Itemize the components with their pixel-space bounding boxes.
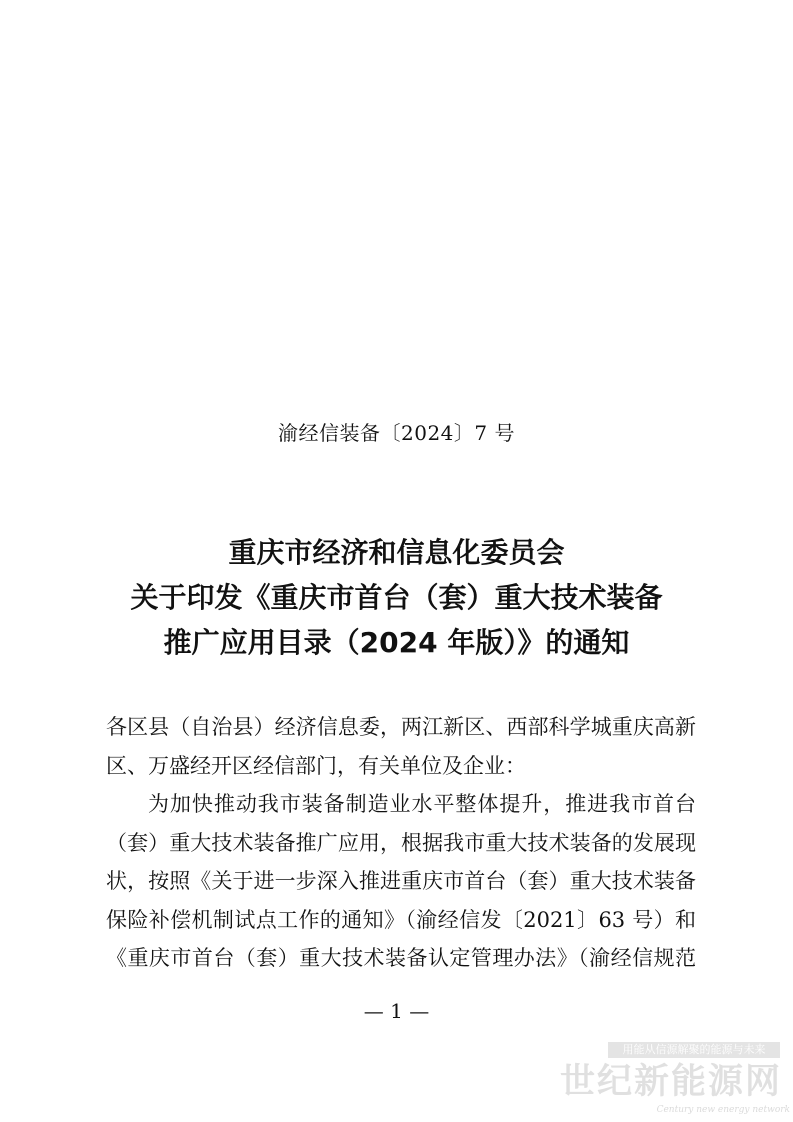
document-number: 渝经信装备〔2024〕7 号: [278, 421, 515, 445]
page-number: — 1 —: [363, 999, 430, 1023]
title-line: 关于印发《重庆市首台（套）重大技术装备: [130, 581, 663, 614]
text-line: 区、万盛经开区经信部门，有关单位及企业：: [106, 753, 526, 778]
title-line: 重庆市经济和信息化委员会: [228, 536, 565, 569]
text-line: 为加快推动我市装备制造业水平整体提升，推进我市首台: [148, 792, 696, 816]
text-line: （套）重大技术装备推广应用，根据我市重大技术装备的发展现: [106, 830, 696, 855]
text-line: 各区县（自治县）经济信息委，两江新区、西部科学城重庆高新: [106, 715, 696, 739]
watermark-name: 世纪新能源网: [560, 1062, 783, 1102]
watermark-slogan: 用能从信源解聚的能源与未来: [608, 1042, 780, 1058]
document-title: [0, 530, 793, 665]
body-paragraph: [106, 785, 696, 978]
text-line: 《重庆市首台（套）重大技术装备认定管理办法》（渝经信规范: [106, 946, 696, 970]
text-line: 保险补偿机制试点工作的通知》（渝经信发〔2021〕63 号）和: [106, 907, 696, 932]
watermark-logo: [560, 1042, 790, 1118]
text-line: 状，按照《关于进一步深入推进重庆市首台（套）重大技术装备: [106, 869, 696, 893]
document-body: [106, 708, 696, 978]
watermark-subtitle: Century new energy network: [656, 1105, 790, 1115]
title-line: 推广应用目录（2024 年版）》的通知: [163, 626, 630, 659]
salutation-paragraph: [106, 708, 696, 785]
